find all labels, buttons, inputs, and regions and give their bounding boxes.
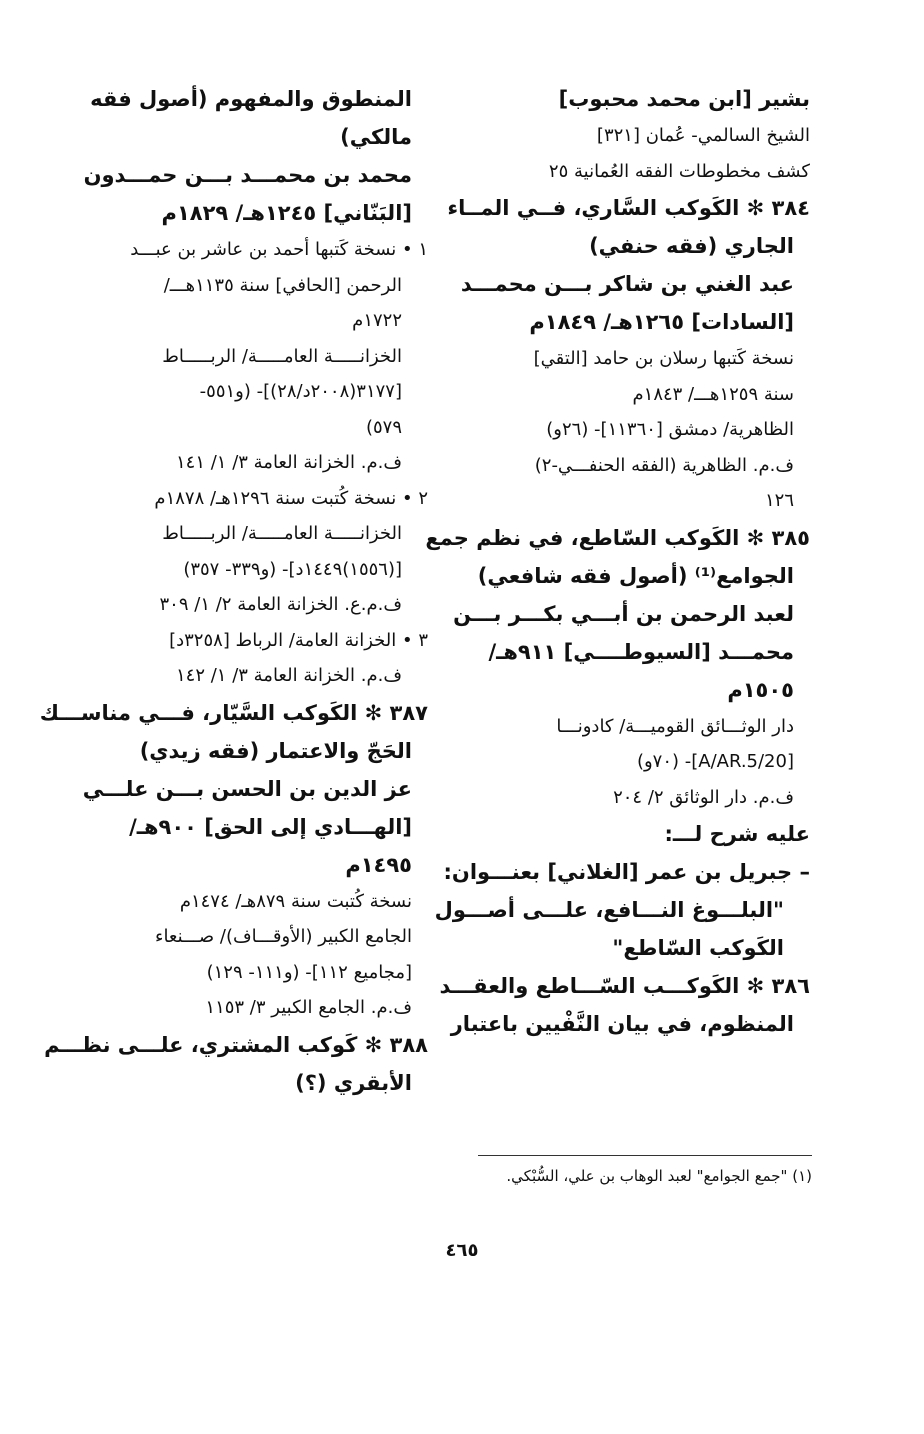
right-column-line: الظاهرية/ دمشق [١١٣٦٠]- (٢٦و) — [546, 419, 794, 440]
left-column-line: ف.م. الخزانة العامة ٣/ ١/ ١٤١ — [175, 452, 402, 473]
right-column — [425, 80, 810, 1043]
right-column-line: – جبريل بن عمر [الغلاني] بعنـــوان: — [443, 860, 810, 884]
left-column-line: الخزانـــــة العامـــــة/ الربـــــاط — [162, 345, 402, 367]
right-column-line: [السادات] ١٢٦٥هـ/ ١٨٤٩م — [529, 310, 794, 334]
right-column-line: الشيخ السالمي- عُمان [٣٢١] — [596, 125, 810, 146]
right-column-line: عبد الغني بن شاكر بـــن محمـــد — [460, 272, 794, 296]
left-column-line: مالكي) — [340, 125, 412, 149]
left-column-line: ٢ • نسخة كُتبت سنة ١٢٩٦هـ/ ١٨٧٨م — [154, 487, 428, 509]
right-column-line: ٣٨٥ ✻ الكَوكب السّاطع، في نظم جمع — [425, 525, 810, 550]
right-column-line: المنظوم، في بيان النَّفْيين باعتبار — [450, 1012, 794, 1036]
left-column-line: الأبقري (؟) — [295, 1070, 412, 1095]
left-column-line: [البَنّاني] ١٢٤٥هـ/ ١٨٢٩م — [161, 201, 412, 225]
left-column-line: ١٤٩٥م — [345, 852, 412, 877]
right-column-line: الجوامع⁽¹⁾ (أصول فقه شافعي) — [477, 563, 794, 588]
right-column-line: سنة ١٢٥٩هـــ/ ١٨٤٣م — [632, 383, 794, 405]
left-column-line: محمد بن محمـــد بـــن حمـــدون — [83, 163, 412, 187]
left-column-line: نسخة كُتبت سنة ٨٧٩هـ/ ١٤٧٤م — [179, 890, 412, 912]
left-column-line: [٣١٧٧(٢٠٠٨د/٢٨)]- (و٥٥١- — [199, 381, 402, 402]
right-column-line: ١٢٦ — [764, 490, 794, 511]
left-column-line: المنطوق والمفهوم (أصول فقه — [90, 87, 412, 111]
right-column-line: بشير [ابن محمد محبوب] — [558, 87, 810, 111]
right-column-line: ف.م. دار الوثائق ٢/ ٢٠٤ — [613, 786, 794, 808]
right-column-line: [A/AR.5/20]- (٧٠و) — [636, 751, 794, 772]
left-column-line: ف.م. الجامع الكبير ٣/ ١١٥٣ — [205, 997, 412, 1018]
right-column-line: محمـــد [السيوطــــي] ٩١١هـ/ — [488, 639, 794, 664]
left-column-line: ف.م. الخزانة العامة ٣/ ١/ ١٤٢ — [175, 665, 402, 686]
left-column-line: ١٧٢٢م — [352, 310, 402, 331]
left-column-line: الحَجّ والاعتمار (فقه زيدي) — [139, 738, 412, 763]
left-column-line: الرحمن [الحافي] سنة ١١٣٥هـــ/ — [163, 274, 402, 296]
right-column-line: ف.م. الظاهرية (الفقه الحنفـــي-٢) — [534, 454, 794, 476]
right-column-line: ١٥٠٥م — [727, 677, 794, 702]
left-column-line: ٣٨٧ ✻ الكَوكب السَّيّار، فـــي مناســـك — [39, 700, 428, 725]
left-column-line: ٣ • الخزانة العامة/ الرباط [٣٢٥٨د] — [169, 629, 428, 651]
right-column-line: الجاري (فقه حنفي) — [589, 234, 794, 258]
left-column-line: ٥٧٩) — [365, 416, 402, 438]
left-column-line: ف.م.ع. الخزانة العامة ٢/ ١/ ٣٠٩ — [159, 594, 402, 615]
left-column-line: ٣٨٨ ✻ كَوكب المشتري، علـــى نظـــم — [44, 1032, 428, 1057]
footnote: (١) "جمع الجوامع" لعبد الوهاب بن علي، السُّبْكي. — [506, 1167, 812, 1185]
left-column-line: ١ • نسخة كَتبها أحمد بن عاشر بن عبـــد — [130, 239, 428, 260]
left-column-line: [(١٥٥٦)١٤٤٩د]- (و٣٣٩- ٣٥٧) — [183, 558, 402, 580]
right-column-line: لعبد الرحمن بن أبـــي بكـــر بـــن — [453, 601, 794, 626]
left-column-line: الخزانـــــة العامـــــة/ الربـــــاط — [162, 523, 402, 544]
right-column-line: ٣٨٦ ✻ الكَوكـــب السّـــاطع والعقـــد — [439, 974, 810, 998]
right-column-line: نسخة كَتبها رسلان بن حامد [التقي] — [533, 348, 794, 369]
right-column-line: ٣٨٤ ✻ الكَوكب السَّاري، فــي المــاء — [447, 196, 810, 220]
right-column-line: دار الوثـــائق القوميـــة/ كادونـــا — [556, 715, 794, 737]
page-number: ٤٦٥ — [445, 1240, 479, 1261]
left-column-line: عز الدين بن الحسن بـــن علـــي — [82, 776, 412, 801]
right-column-line: "البلـــوغ النـــافع، علـــى أصـــول — [434, 898, 784, 922]
left-column-line: [مجاميع ١١٢]- (و١١١- ١٢٩) — [206, 961, 412, 983]
left-column-line: الجامع الكبير (الأوقـــاف)/ صـــنعاء — [154, 926, 412, 947]
right-column-line: الكَوكب السّاطع" — [612, 936, 784, 960]
left-column — [39, 80, 428, 1102]
right-column-line: عليه شرح لـــ: — [664, 822, 810, 846]
right-column-line: كشف مخطوطات الفقه العُمانية ٢٥ — [548, 160, 810, 182]
left-column-line: [الهـــادي إلى الحق] ٩٠٠هـ/ — [129, 814, 412, 839]
footnote-divider — [478, 1155, 812, 1156]
